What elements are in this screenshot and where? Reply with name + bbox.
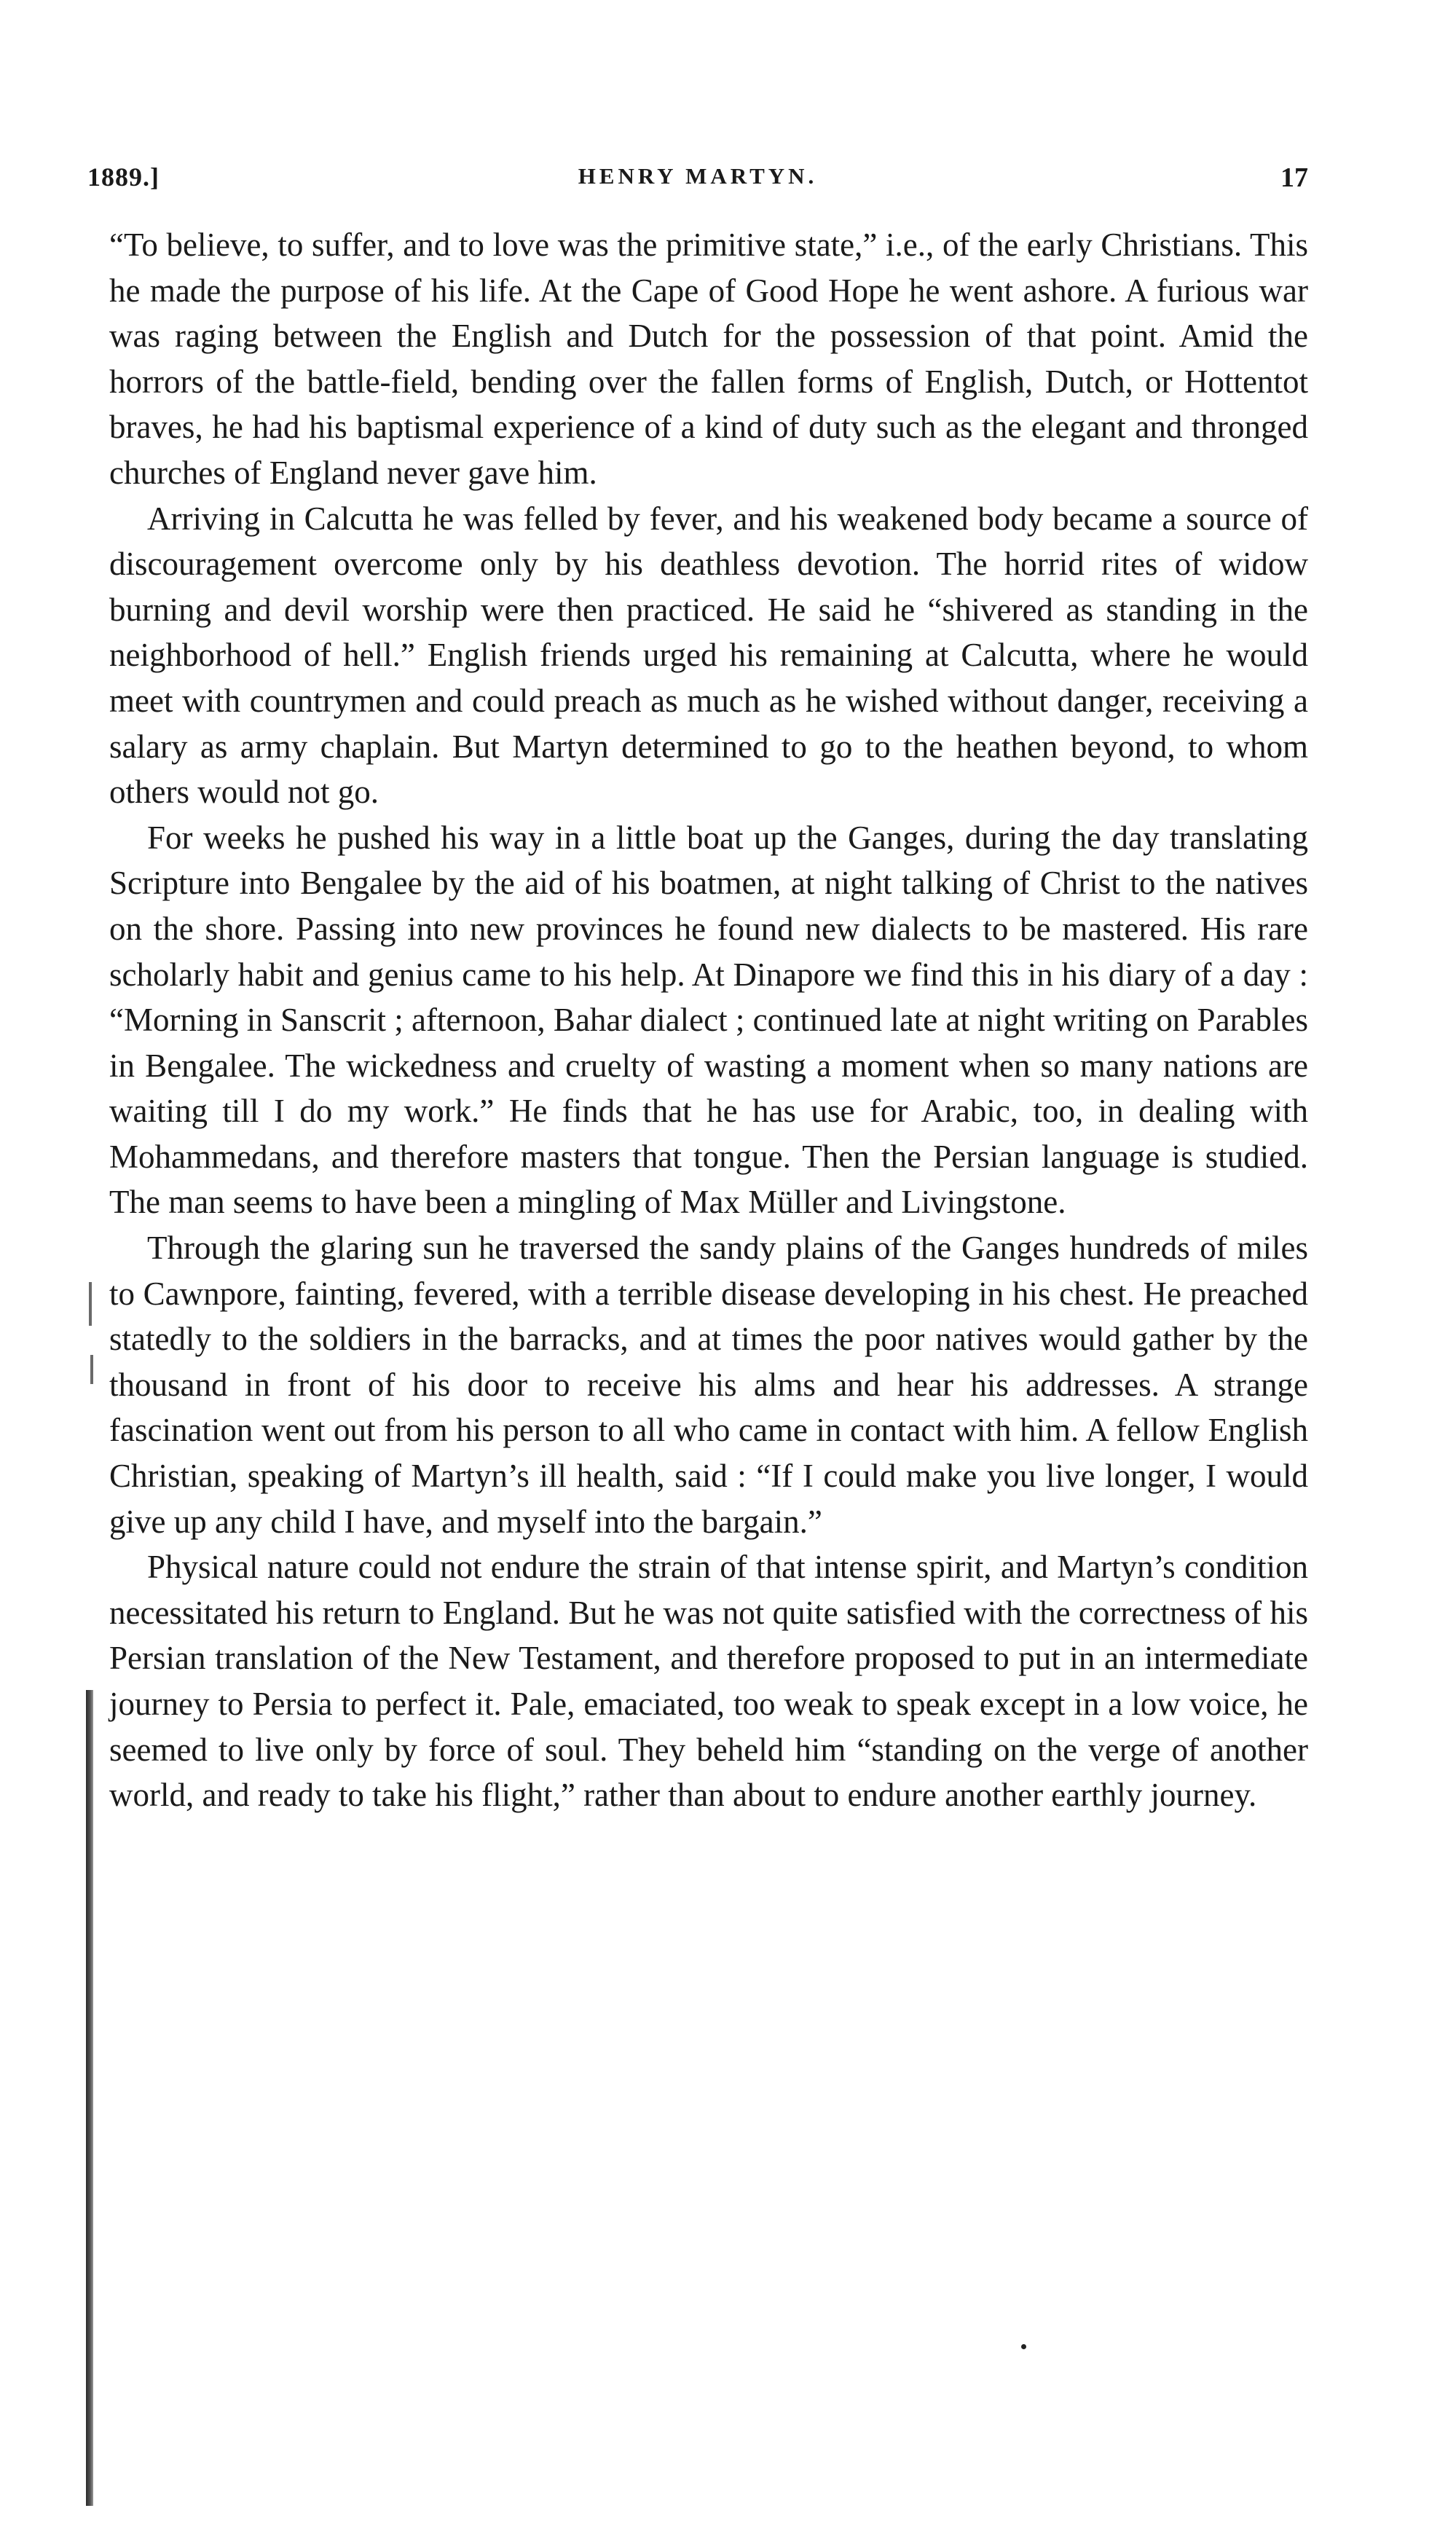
running-header (87, 162, 1308, 205)
paragraph-5: Physical nature could not endure the strain of that intense spirit, and Martyn’s condition necessitated his return to England. But he was not quite satisfied with the correctness of his Persian translation of the New Testament, and therefore proposed to put in an intermediate journey to Persia to perfect it. Pale, emaciated, too weak to speak except in a low voice, he seemed to live only by force of soul. They beheld him “standing on the verge of another world, and ready to take his flight,” rather than about to endure another earthly journey. (109, 1549, 1308, 1814)
page-number: 17 (1280, 162, 1308, 193)
header-title: HENRY MARTYN. (578, 163, 818, 189)
paragraph-3: For weeks he pushed his way in a little boat up the Ganges, during the day translating Scripture into Bengalee by the aid of his boatmen, at night talking of Christ to the natives on the shore. Passing into new provinces he found new dialects to be mastered. His rare scholarly habit and genius came to his help. At Dinapore we find this in his diary of a day : “Morning in Sanscrit ; afternoon, Bahar dialect ; continued late at night writing on Parables in Bengalee. The wickedness and cruelty of wasting a moment when so many nations are waiting till I do my work.” He finds that he has use for Arabic, too, in dealing with Mohammedans, and therefore masters that tongue. Then the Persian language is studied. The man seems to have been a mingling of Max Müller and Livingstone. (109, 819, 1308, 1221)
paragraph-4: Through the glaring sun he traversed the sandy plains of the Ganges hundreds of miles to Cawnpore, fainting, fevered, with a terrible disease developing in his chest. He preached statedly to the soldiers in the barracks, and at times the poor natives would gather by the thousand in front of his door to receive his alms and hear his addresses. A strange fascination went out from his person to all who came in contact with him. A fellow English Christian, speaking of Martyn’s ill health, said : “If I could make you live longer, I would give up any child I have, and myself into the bargain.” (109, 1230, 1308, 1540)
paragraph-2: Arriving in Calcutta he was felled by fever, and his weakened body became a source of discouragement overcome only by his deathless devotion. The horrid rites of widow burning and devil worship were then practiced. He said he “shivered as standing in the neighborhood of hell.” English friends urged his remaining at Calcutta, where he would meet with countrymen and could preach as much as he wished without danger, receiving a salary as army chaplain. But Martyn determined to go to the heathen beyond, to whom others would not go. (109, 500, 1308, 811)
page-body (109, 222, 1308, 1818)
ink-speck (1021, 2344, 1026, 2349)
margin-mark (90, 1355, 93, 1384)
binding-edge-shadow (86, 1690, 93, 2506)
margin-mark (89, 1282, 92, 1326)
header-year: 1889.] (87, 162, 160, 192)
paragraph-1: “To believe, to suffer, and to love was the primitive state,” i.e., of the early Christians. This he made the purpose of his life. At the Cape of Good Hope he went ashore. A furious war was raging between the English and Dutch for the possession of that point. Amid the horrors of the battle-field, bending over the fallen forms of English, Dutch, or Hottentot braves, he had his baptismal experience of a kind of duty such as the elegant and thronged churches of England never gave him. (109, 227, 1308, 491)
